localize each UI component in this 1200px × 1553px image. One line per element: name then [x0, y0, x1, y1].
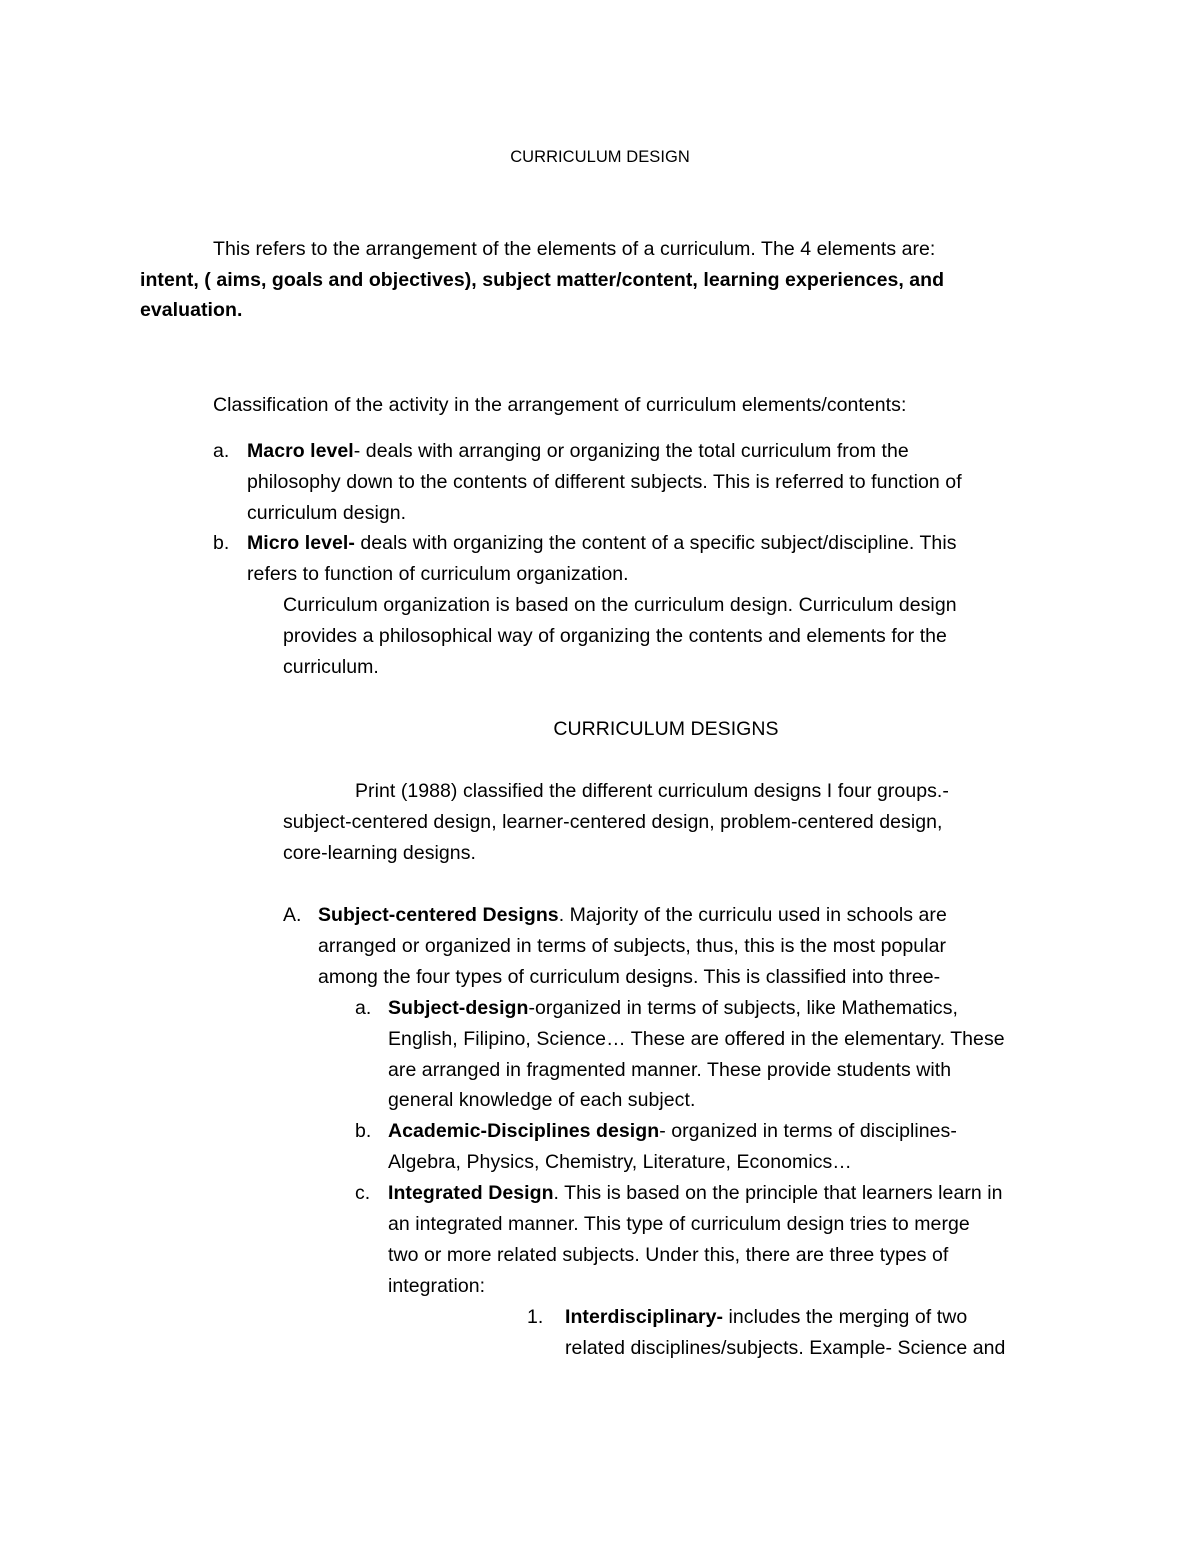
sub-item-b-line-1 [388, 1118, 957, 1144]
classification-item-a-line-1 [247, 438, 909, 464]
interdisciplinary-term: Interdisciplinary- [565, 1306, 724, 1328]
classification-heading: Classification of the activity in the arrangement of curriculum elements/contents: [213, 394, 907, 416]
classification-item-b-line-2: refers to function of curriculum organization. [247, 563, 629, 585]
print-paragraph-line-2: subject-centered design, learner-centered design, problem-centered design, [283, 811, 943, 833]
academic-disciplines-text: - organized in terms of disciplines- [659, 1120, 957, 1142]
organization-note-line-1: Curriculum organization is based on the curriculum design. Curriculum design [283, 594, 957, 616]
print-paragraph-line-1: Print (1988) classified the different curriculum designs I four groups.- [355, 780, 949, 802]
integration-item-1-line-1 [565, 1304, 967, 1330]
intro-line-3 [140, 297, 242, 323]
sub-item-a-line-4: general knowledge of each subject. [388, 1089, 696, 1111]
section-a-line-2: arranged or organized in terms of subjects, thus, this is the most popular [318, 935, 947, 957]
subject-design-text: -organized in terms of subjects, like Mathematics, [528, 997, 958, 1019]
page-title: CURRICULUM DESIGN [510, 148, 690, 166]
sub-item-a-line-3: are arranged in fragmented manner. These provide students with [388, 1059, 952, 1081]
sub-item-c-line-2: an integrated manner. This type of curriculum design tries to merge [388, 1213, 970, 1235]
sub-item-a-line-2: English, Filipino, Science… These are offered in the elementary. These [388, 1028, 1005, 1050]
section-a-marker: A. [283, 904, 302, 926]
macro-level-text: - deals with arranging or organizing the total curriculum from the [353, 440, 909, 462]
intro-line-1: This refers to the arrangement of the elements of a curriculum. The 4 elements are: [213, 238, 936, 260]
subject-centered-text: . Majority of the curriculu used in schools are [558, 904, 947, 926]
intro-line-2-bold: intent, ( aims, goals and objectives), subject matter/content, learning experiences, and [140, 269, 945, 291]
sub-item-b-line-2: Algebra, Physics, Chemistry, Literature, Economics… [388, 1151, 852, 1173]
integrated-design-term: Integrated Design [388, 1182, 554, 1204]
intro-line-2 [140, 267, 944, 293]
print-paragraph-line-3: core-learning designs. [283, 842, 476, 864]
section-a-line-1 [318, 902, 947, 928]
sub-item-c-line-3: two or more related subjects. Under this, there are three types of [388, 1244, 949, 1266]
classification-item-a-marker: a. [213, 440, 230, 462]
organization-note-line-2: provides a philosophical way of organizing the contents and elements for the [283, 625, 947, 647]
sub-item-b-marker: b. [355, 1120, 372, 1142]
classification-item-b-marker: b. [213, 532, 230, 554]
sub-item-c-line-1 [388, 1180, 1003, 1206]
organization-note-line-3: curriculum. [283, 656, 379, 678]
integration-item-1-marker: 1. [527, 1306, 544, 1328]
sub-item-a-line-1 [388, 995, 958, 1021]
classification-item-b-line-1 [247, 530, 957, 556]
sub-item-c-line-4: integration: [388, 1275, 486, 1297]
interdisciplinary-text: includes the merging of two [723, 1306, 968, 1328]
academic-disciplines-term: Academic-Disciplines design [388, 1120, 660, 1142]
sub-item-c-marker: c. [355, 1182, 371, 1204]
integration-item-1-line-2: related disciplines/subjects. Example- Science and [565, 1337, 1006, 1359]
integrated-design-text: . This is based on the principle that learners learn in [553, 1182, 1003, 1204]
macro-level-term: Macro level [247, 440, 354, 462]
classification-item-a-line-3: curriculum design. [247, 502, 407, 524]
intro-line-3-bold: evaluation. [140, 299, 243, 321]
subject-centered-term: Subject-centered Designs [318, 904, 559, 926]
sub-item-a-marker: a. [355, 997, 372, 1019]
micro-level-text: deals with organizing the content of a specific subject/discipline. This [354, 532, 957, 554]
section-a-line-3: among the four types of curriculum designs. This is classified into three- [318, 966, 941, 988]
classification-item-a-line-2: philosophy down to the contents of different subjects. This is referred to function of [247, 471, 962, 493]
subject-design-term: Subject-design [388, 997, 529, 1019]
designs-heading: CURRICULUM DESIGNS [553, 718, 779, 740]
micro-level-term: Micro level- [247, 532, 355, 554]
